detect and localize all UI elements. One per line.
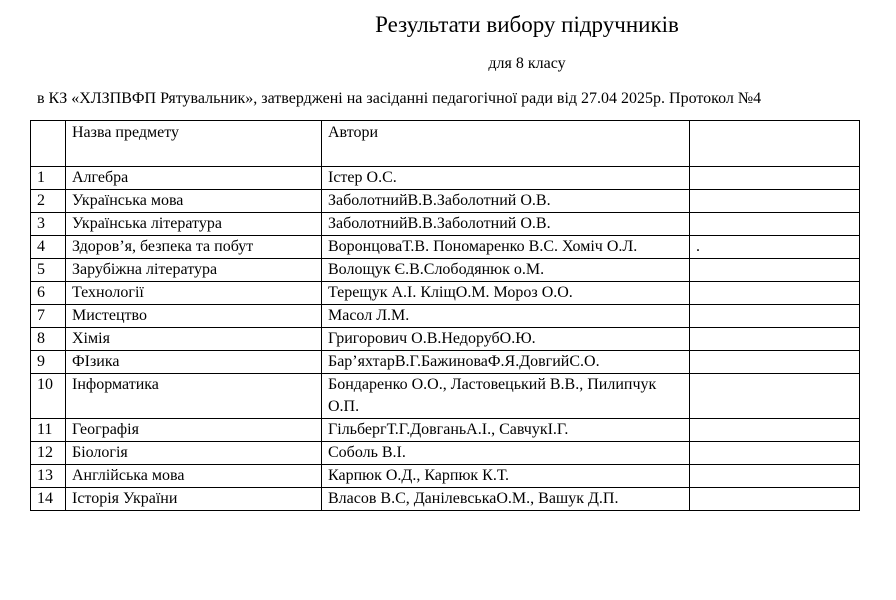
- authors-cell: Соболь В.І.: [322, 442, 690, 465]
- table-row: [31, 305, 860, 328]
- row-number: 9: [31, 351, 66, 374]
- authors-cell: Григорович О.В.НедорубО.Ю.: [322, 328, 690, 351]
- approval-line: в КЗ «ХЛЗПВФП Рятувальник», затверджені на засіданні педагогічної ради від 27.04 2025р. Протокол №4: [37, 90, 762, 107]
- subject-cell: Інформатика: [66, 374, 322, 419]
- authors-cell: ВоронцоваТ.В. Пономаренко В.С. Хоміч О.Л.: [322, 236, 690, 259]
- extra-cell: [690, 305, 860, 328]
- subject-cell: Зарубіжна література: [66, 259, 322, 282]
- extra-cell: [690, 213, 860, 236]
- table-row: [31, 351, 860, 374]
- row-number: 5: [31, 259, 66, 282]
- subject-cell: Історія України: [66, 488, 322, 511]
- header-extra: [690, 121, 860, 167]
- row-number: 1: [31, 167, 66, 190]
- subject-cell: Алгебра: [66, 167, 322, 190]
- table-row: [31, 167, 860, 190]
- subject-cell: Географія: [66, 419, 322, 442]
- header-number: [31, 121, 66, 167]
- row-number: 2: [31, 190, 66, 213]
- table-row: [31, 282, 860, 305]
- document-title: Результати вибору підручників: [375, 12, 679, 37]
- subject-cell: Технології: [66, 282, 322, 305]
- authors-cell: Власов В.С, ДанілевськаО.М., Вашук Д.П.: [322, 488, 690, 511]
- textbooks-table: [30, 120, 860, 511]
- table-row: [31, 374, 860, 419]
- row-number: 12: [31, 442, 66, 465]
- table-row: [31, 190, 860, 213]
- extra-cell: [690, 374, 860, 419]
- table-row: [31, 328, 860, 351]
- authors-cell: ЗаболотнийВ.В.Заболотний О.В.: [322, 190, 690, 213]
- authors-cell: Бондаренко О.О., Ластовецький В.В., Пилипчук О.П.: [322, 374, 690, 419]
- table-row: [31, 465, 860, 488]
- authors-cell: Бар’яхтарВ.Г.БажиноваФ.Я.ДовгийС.О.: [322, 351, 690, 374]
- table-row: [31, 236, 860, 259]
- row-number: 6: [31, 282, 66, 305]
- authors-cell: Істер О.С.: [322, 167, 690, 190]
- subject-cell: Здоров’я, безпека та побут: [66, 236, 322, 259]
- subject-cell: ФІзика: [66, 351, 322, 374]
- row-number: 13: [31, 465, 66, 488]
- row-number: 7: [31, 305, 66, 328]
- authors-cell: Терещук А.І. КліщО.М. Мороз О.О.: [322, 282, 690, 305]
- extra-cell: [690, 259, 860, 282]
- document-subtitle: для 8 класу: [488, 55, 566, 72]
- subject-cell: Українська мова: [66, 190, 322, 213]
- subject-cell: Хімія: [66, 328, 322, 351]
- row-number: 14: [31, 488, 66, 511]
- authors-cell: ГільбергТ.Г.ДовганьА.І., СавчукІ.Г.: [322, 419, 690, 442]
- extra-cell: [690, 190, 860, 213]
- extra-cell: [690, 351, 860, 374]
- row-number: 3: [31, 213, 66, 236]
- authors-cell: ЗаболотнийВ.В.Заболотний О.В.: [322, 213, 690, 236]
- header-authors: Автори: [322, 121, 690, 167]
- extra-cell: [690, 328, 860, 351]
- row-number: 4: [31, 236, 66, 259]
- header-subject: Назва предмету: [66, 121, 322, 167]
- extra-cell: [690, 167, 860, 190]
- authors-cell: Карпюк О.Д., Карпюк К.Т.: [322, 465, 690, 488]
- table-row: [31, 488, 860, 511]
- row-number: 10: [31, 374, 66, 419]
- extra-cell: [690, 419, 860, 442]
- extra-cell: [690, 282, 860, 305]
- row-number: 11: [31, 419, 66, 442]
- subject-cell: Біологія: [66, 442, 322, 465]
- extra-cell: [690, 442, 860, 465]
- extra-cell: [690, 488, 860, 511]
- subject-cell: Українська література: [66, 213, 322, 236]
- table-row: [31, 259, 860, 282]
- row-number: 8: [31, 328, 66, 351]
- table-header-row: [31, 121, 860, 167]
- table-row: [31, 419, 860, 442]
- authors-cell: Волощук Є.В.Слободянюк о.М.: [322, 259, 690, 282]
- subject-cell: Англійська мова: [66, 465, 322, 488]
- extra-cell: [690, 465, 860, 488]
- subject-cell: Мистецтво: [66, 305, 322, 328]
- authors-cell: Масол Л.М.: [322, 305, 690, 328]
- table-row: [31, 442, 860, 465]
- extra-cell: .: [690, 236, 860, 259]
- table-row: [31, 213, 860, 236]
